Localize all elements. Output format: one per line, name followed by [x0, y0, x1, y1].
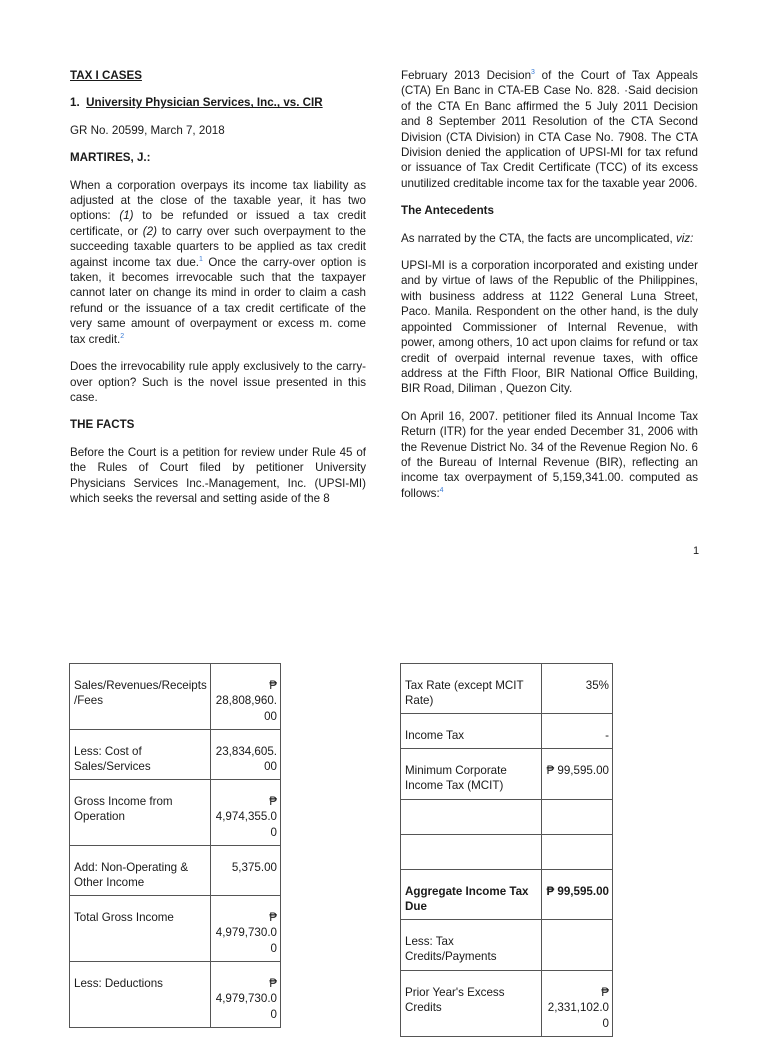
row-label: Minimum Corporate Income Tax (MCIT)	[401, 749, 542, 800]
row-label: Add: Non-Operating & Other Income	[70, 846, 211, 896]
table-row	[70, 896, 281, 962]
table-row	[70, 664, 281, 730]
footnote-ref-2[interactable]: 2	[120, 332, 125, 340]
footnote-ref-3[interactable]: 3	[531, 69, 535, 77]
table-row	[401, 664, 613, 714]
row-label: Less: Cost of Sales/Services	[70, 730, 211, 780]
intro-paragraph: When a corporation overpays its income tax liability as adjusted at the close of the taxable year, it has two options: (1) to be refunded or issued a tax credit certificate, or (2) to carry over such overpayment to the succeeding taxable quarters to be applied as tax credit against income tax due.$^1$ Once the carry-over option is taken, it becomes irrevocable such that the taxpayer cannot later on change its mind in order to claim a cash refund or the issuance of a tax credit certificate of the very same amount of overpayment or excess m. come tax credit.$^2$	[70, 178, 366, 346]
left-text-column	[70, 68, 366, 518]
section-label: TAX I CASES	[70, 69, 142, 82]
table-row	[401, 714, 613, 749]
footnote-ref-1[interactable]: 1	[199, 255, 203, 263]
case-number: 1.	[70, 96, 80, 110]
table-row	[401, 800, 613, 835]
row-label: Gross Income from Operation	[70, 780, 211, 846]
row-value: ₱ 28,808,960.00	[211, 664, 281, 730]
row-label: Income Tax	[401, 714, 542, 749]
row-label: Total Gross Income	[70, 896, 211, 962]
table-row	[70, 780, 281, 846]
table-row	[70, 730, 281, 780]
row-label: Less: Tax Credits/Payments	[401, 920, 542, 971]
table-row	[70, 846, 281, 896]
table-row	[401, 870, 613, 920]
table-row	[401, 749, 613, 800]
row-value: ₱ 99,595.00	[542, 870, 613, 920]
row-label	[401, 835, 542, 870]
case-title-text: University Physician Services, Inc., vs. CIR	[86, 96, 323, 110]
case-title	[70, 95, 366, 110]
justice-line: MARTIRES, J.:	[70, 151, 151, 165]
decision-paragraph: February 2013 Decision$^3$ of the Court of Tax Appeals (CTA) En Banc in CTA-EB Case No. 828. ·Said decision of the CTA En Banc affirmed the 5 July 2011 Decision and 8 September 2011 Resolution of the CTA Second Division (CTA Division) in CTA Case No. 7908. The CTA Division denied the application of UPSI-MI for tax refund or issuance of Tax Credit Certificate (TCC) of its excess unutilized creditable income tax for the taxable year 2006.	[401, 69, 698, 190]
row-value: ₱ 4,979,730.00	[211, 896, 281, 962]
row-value	[542, 835, 613, 870]
row-label: Tax Rate (except MCIT Rate)	[401, 664, 542, 714]
table-row	[401, 835, 613, 870]
table-row	[401, 920, 613, 971]
row-label	[401, 800, 542, 835]
right-text-column	[401, 68, 698, 513]
row-value	[542, 800, 613, 835]
row-label: Prior Year's Excess Credits	[401, 971, 542, 1037]
row-label: Less: Deductions	[70, 962, 211, 1028]
footnote-ref-4[interactable]: 4	[439, 486, 444, 494]
row-value: 35%	[542, 664, 613, 714]
facts-paragraph: Before the Court is a petition for review under Rule 45 of the Rules of Court filed by petitioner University Physicians Services Inc.-Management, Inc. (UPSI-MI) which seeks the reversal and setting aside of the 8	[70, 445, 366, 505]
row-value: 23,834,605.00	[211, 730, 281, 780]
gr-number-line: GR No. 20599, March 7, 2018	[70, 123, 225, 137]
row-value: ₱ 2,331,102.00	[542, 971, 613, 1037]
row-label: Aggregate Income Tax Due	[401, 870, 542, 920]
row-value: ₱ 4,979,730.00	[211, 962, 281, 1028]
row-value: 5,375.00	[211, 846, 281, 896]
row-value: ₱ 99,595.00	[542, 749, 613, 800]
page-number: 1	[693, 545, 700, 557]
row-value: ₱ 4,974,355.00	[211, 780, 281, 846]
issue-paragraph: Does the irrevocability rule apply exclusively to the carry-over option? Such is the novel issue presented in this case.	[70, 360, 366, 404]
row-value: -	[542, 714, 613, 749]
facts-heading: THE FACTS	[70, 418, 135, 432]
row-label: Sales/Revenues/Receipts/Fees	[70, 664, 211, 730]
itr-paragraph: On April 16, 2007. petitioner filed its Annual Income Tax Return (ITR) for the year ended December 31, 2006 with the Revenue District No. 34 of the Revenue Region No. 6 of the Bureau of Internal Revenue (BIR), reflecting an income tax overpayment of 5,159,341.00. computed as follows:$^4$	[401, 409, 698, 500]
table-row	[70, 962, 281, 1028]
income-table-right	[400, 663, 613, 1037]
row-value	[542, 920, 613, 971]
antecedents-heading: The Antecedents	[401, 204, 494, 218]
table-row	[401, 971, 613, 1037]
narration-paragraph: As narrated by the CTA, the facts are uncomplicated, viz:	[401, 231, 694, 245]
income-table-left	[69, 663, 281, 1028]
parties-paragraph: UPSI-MI is a corporation incorporated and existing under and by virtue of laws of the Republic of the Philippines, with business address at 1122 General Luna Street, Paco. Manila. Respondent on the other hand, is the duly appointed Commissioner of Internal Revenue, with power, among others, 10 act upon claims for refund or tax credit of overpaid internal revenue taxes, with office address at the Fifth Floor, BIR National Office Building, BIR Road, Diliman , Quezon City.	[401, 259, 698, 396]
